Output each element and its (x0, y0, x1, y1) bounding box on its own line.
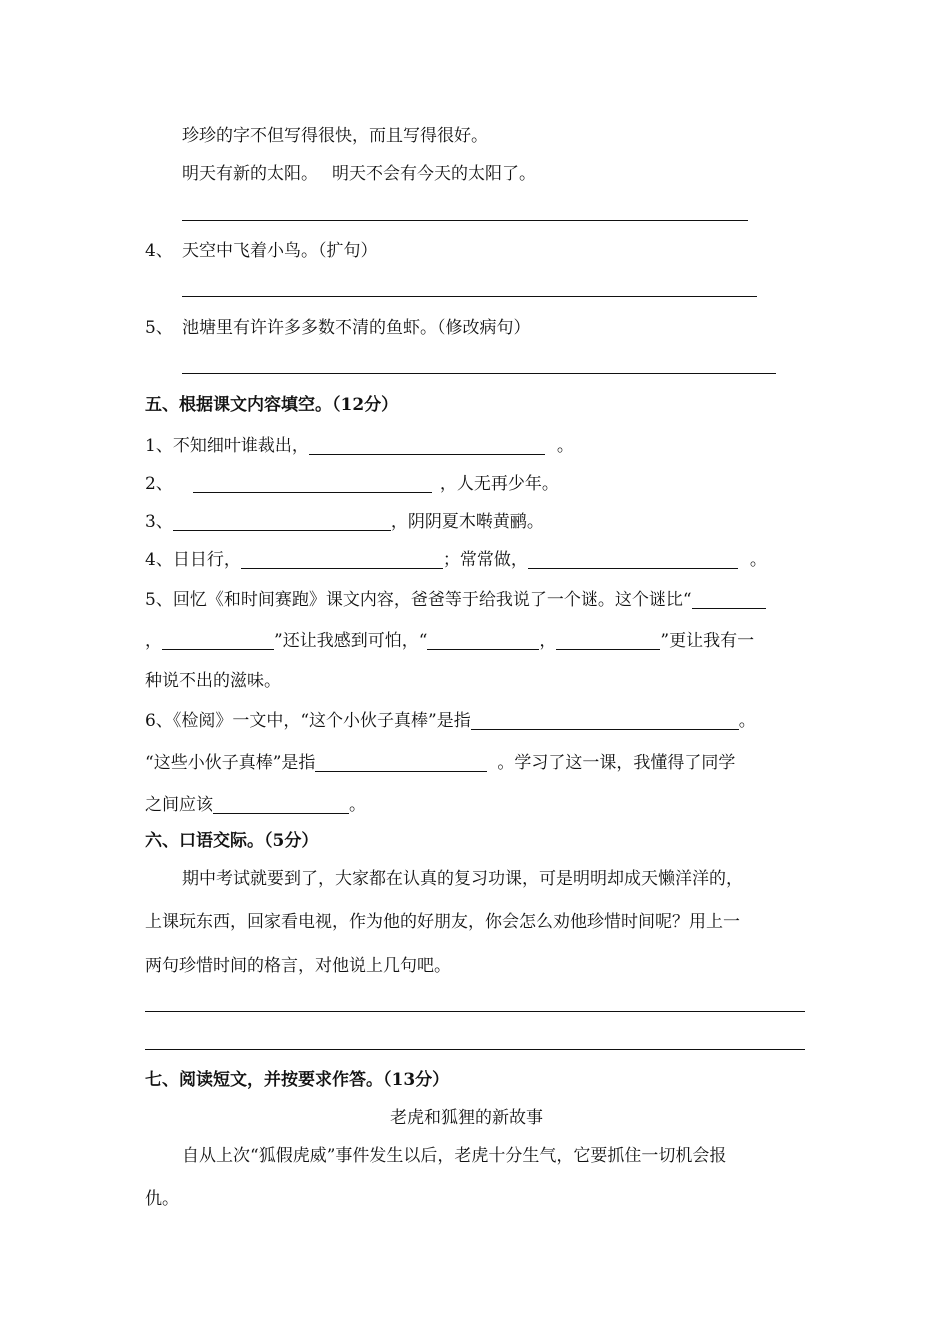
s5-q5-line3: 种说不出的滋味。 (145, 671, 281, 691)
blank-s5-q5b[interactable] (162, 631, 274, 650)
s6-paragraph-2: 上课玩东西，回家看电视，作为他的好朋友，你会怎么劝他珍惜时间呢？用上一 (145, 912, 740, 932)
s5-q5-text-3: ”更让我有一 (660, 631, 755, 651)
blank-s5-q2[interactable] (193, 474, 432, 493)
s5-q1-text: 1、不知细叶谁裁出， (145, 436, 309, 456)
answer-line-s6-1[interactable] (145, 1011, 805, 1012)
s7-paragraph-2: 仇。 (145, 1189, 179, 1209)
s5-q5-comma-2: ， (539, 631, 557, 651)
s5-q5-line1 (145, 590, 766, 609)
s5-q2-text: ，人无再少年。 (439, 474, 559, 494)
q4-item5-text: 池塘里有许许多多数不清的鱼虾。（修改病句） (182, 318, 531, 338)
blank-s5-q6b[interactable] (315, 753, 487, 772)
s5-q6-text-1: 6、《检阅》一文中，“这个小伙子真棒”是指 (145, 711, 471, 731)
s5-q4 (145, 550, 767, 569)
q4-sentence-2a: 明天有新的太阳。 (182, 164, 318, 184)
answer-line-q4-5[interactable] (182, 373, 776, 374)
s5-q2-number: 2、 (145, 474, 173, 494)
s5-q2 (145, 474, 559, 493)
s5-q5-comma-1: ， (145, 631, 162, 651)
s6-paragraph-3: 两句珍惜时间的格言，对他说上几句吧。 (145, 956, 451, 976)
answer-line-q4-4[interactable] (182, 296, 757, 297)
s5-q6-text-3: 。学习了这一课，我懂得了同学 (497, 753, 736, 773)
blank-s5-q6a[interactable] (471, 711, 739, 730)
s5-q3 (145, 512, 544, 531)
blank-s5-q5a[interactable] (692, 590, 766, 609)
s5-q3-text: ，阴阴夏木啭黄鹂。 (390, 512, 544, 532)
blank-s5-q4b[interactable] (528, 550, 738, 569)
s5-q1-end: 。 (556, 436, 574, 456)
q4-item4-number: 4、 (145, 241, 173, 261)
blank-s5-q5d[interactable] (556, 631, 660, 650)
s5-q4-text-a: 4、日日行， (145, 550, 241, 570)
section6-heading: 六、口语交际。（5分） (145, 831, 319, 851)
blank-s5-q5c[interactable] (427, 631, 539, 650)
q4-sentence-1: 珍珍的字不但写得很快，而且写得很好。 (182, 126, 488, 146)
answer-line-q4-3[interactable] (182, 220, 748, 221)
q4-item4-text: 天空中飞着小鸟。（扩句） (182, 241, 378, 261)
s5-q6-line2 (145, 753, 735, 772)
q4-sentence-2b: 明天不会有今天的太阳了。 (332, 164, 536, 184)
q4-sentence-2 (182, 166, 536, 183)
blank-s5-q4a[interactable] (241, 550, 443, 569)
s5-q4-end: 。 (749, 550, 767, 570)
s5-q6-text-2: “这些小伙子真棒”是指 (145, 753, 316, 773)
s5-q6-end-3: 。 (349, 795, 366, 815)
s5-q5-text-2: ”还让我感到可怕，“ (274, 631, 428, 651)
s5-q5-line2 (145, 631, 754, 650)
s5-q6-line1 (145, 711, 756, 730)
s5-q5-text-1: 5、回忆《和时间赛跑》课文内容，爸爸等于给我说了一个谜。这个谜比“ (145, 590, 692, 610)
s5-q6-end-1: 。 (738, 711, 756, 731)
answer-line-s6-2[interactable] (145, 1049, 805, 1050)
blank-s5-q1[interactable] (309, 436, 545, 455)
s6-paragraph-1: 期中考试就要到了，大家都在认真的复习功课，可是明明却成天懒洋洋的， (182, 869, 743, 889)
section7-heading: 七、阅读短文，并按要求作答。（13分） (145, 1070, 450, 1090)
story-title: 老虎和狐狸的新故事 (390, 1108, 543, 1128)
s5-q6-line3 (145, 795, 366, 814)
blank-s5-q6c[interactable] (213, 795, 349, 814)
s5-q6-text-4: 之间应该 (145, 795, 213, 815)
section5-heading: 五、根据课文内容填空。（12分） (145, 395, 399, 415)
s5-q1 (145, 436, 574, 455)
s5-q4-text-b: ；常常做， (442, 550, 528, 570)
s5-q3-number: 3、 (145, 512, 173, 532)
q4-item5-number: 5、 (145, 318, 173, 338)
blank-s5-q3[interactable] (173, 512, 391, 531)
s7-paragraph-1: 自从上次“狐假虎威”事件发生以后，老虎十分生气，它要抓住一切机会报 (182, 1146, 727, 1166)
